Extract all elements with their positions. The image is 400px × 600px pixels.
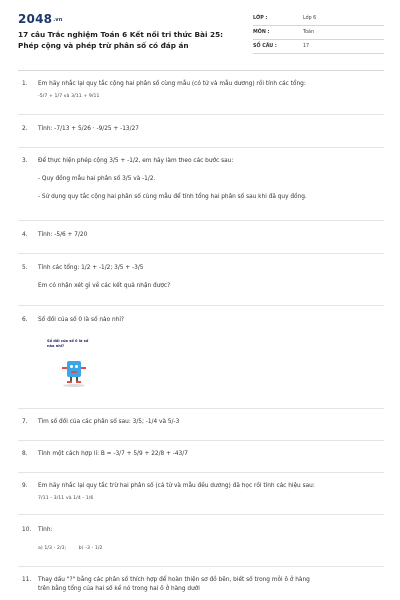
question-separator bbox=[18, 514, 384, 515]
question-separator bbox=[18, 472, 384, 473]
question-text: Tính các tổng: 1/2 + -1/2; 3/5 + -3/5 bbox=[38, 265, 144, 271]
question-number: 2. bbox=[22, 126, 28, 132]
document-title: 17 câu Trắc nghiệm Toán 6 Kết nối tri thức Bài 25: Phép cộng và phép trừ phân số có đáp án bbox=[18, 30, 224, 50]
question-number: 11. bbox=[22, 577, 32, 583]
question-text: Tính: -5/6 + 7/20 bbox=[38, 232, 88, 238]
question-number: 1. bbox=[22, 81, 28, 87]
question-text: Để thực hiện phép cộng 3/5 + -1/2, em hãy làm theo các bước sau: bbox=[38, 158, 234, 164]
question-separator bbox=[18, 114, 384, 115]
document-header bbox=[18, 12, 384, 68]
question-text: Em hãy nhắc lại quy tắc trừ hai phân số (cả tử và mẫu đều dương) đã học rồi tính các hiệu sau: bbox=[38, 483, 315, 489]
meta-value: 17 bbox=[303, 44, 310, 49]
robot-eye-icon bbox=[70, 365, 73, 368]
site-logo[interactable] bbox=[18, 12, 63, 26]
robot-eye-icon bbox=[75, 365, 78, 368]
question-separator bbox=[18, 305, 384, 306]
question-step: - Sử dụng quy tắc cộng hai phân số cùng mẫu để tính tổng hai phân số sau khi đã quy đồng. bbox=[38, 194, 307, 200]
question-text: Tìm số đối của các phân số sau: 3/5; -1/4 và 5/-3 bbox=[38, 419, 180, 425]
meta-key: LỚP : bbox=[253, 16, 268, 21]
question-math: 7/11 - 3/11 và 1/4 - 1/6 bbox=[38, 496, 94, 501]
question-parts: a) 1/3 - 2/3; b) -3 - 1/2 bbox=[38, 546, 103, 551]
logo-suffix: .vn bbox=[53, 16, 63, 23]
question-number: 4. bbox=[22, 232, 28, 238]
meta-key: MÔN : bbox=[253, 30, 270, 35]
question-number: 10. bbox=[22, 527, 32, 533]
question-math: -5/7 + 1/7 và 3/11 + 9/11 bbox=[38, 94, 100, 99]
question-separator bbox=[18, 147, 384, 148]
question-text: Số đối của số 0 là số nào nhỉ? bbox=[38, 317, 125, 323]
meta-key: SỐ CÂU : bbox=[253, 44, 277, 49]
robot-foot-icon bbox=[76, 381, 81, 383]
robot-shadow bbox=[63, 384, 85, 387]
question-text: Tính: bbox=[38, 527, 53, 533]
question-number: 3. bbox=[22, 158, 28, 164]
question-number: 6. bbox=[22, 317, 28, 323]
meta-value: Toán bbox=[303, 30, 315, 35]
question-6-illustration bbox=[45, 337, 101, 395]
robot-icon bbox=[67, 361, 81, 377]
meta-row-count bbox=[253, 40, 384, 54]
question-number: 8. bbox=[22, 451, 28, 457]
question-separator bbox=[18, 408, 384, 409]
robot-mouth-icon bbox=[71, 371, 77, 373]
question-number: 5. bbox=[22, 265, 28, 271]
question-separator bbox=[18, 253, 384, 254]
header-divider bbox=[18, 70, 384, 71]
question-text: Em hãy nhắc lại quy tắc cộng hai phân số cùng mẫu (có tử và mẫu dương) rồi tính các tổng: bbox=[38, 81, 306, 87]
question-followup: Em có nhận xét gì về các kết quả nhận được? bbox=[38, 283, 171, 289]
question-text: Thay dấu "?" bằng các phân số thích hợp để hoàn thiện sơ đồ bên, biết số trong mỗi ô ở hàng bbox=[38, 577, 310, 583]
question-number: 7. bbox=[22, 419, 28, 425]
question-separator bbox=[18, 220, 384, 221]
question-step: - Quy đồng mẫu hai phân số 3/5 và -1/2. bbox=[38, 176, 156, 182]
meta-row-subject bbox=[253, 26, 384, 40]
meta-table bbox=[253, 12, 384, 54]
robot-arm-icon bbox=[62, 367, 67, 369]
robot-arm-icon bbox=[81, 367, 86, 369]
robot-foot-icon bbox=[67, 381, 72, 383]
question-text-continued: trên bằng tổng của hai số kề nó trong hai ô ở hàng dưới bbox=[38, 586, 200, 592]
meta-row-class bbox=[253, 12, 384, 26]
logo-text: 2048 bbox=[18, 12, 53, 26]
question-separator bbox=[18, 566, 384, 567]
question-separator bbox=[18, 440, 384, 441]
question-number: 9. bbox=[22, 483, 28, 489]
question-text: Tính một cách hợp lí: B = -3/7 + 5/9 + 22/8 + -43/7 bbox=[38, 451, 188, 457]
question-text: Tính: -7/13 + 5/26 · -9/25 + -13/27 bbox=[38, 126, 139, 132]
meta-value: Lớp 6 bbox=[303, 16, 317, 21]
illustration-caption: Số đối của số 0 là số nào nhỉ? bbox=[47, 339, 89, 348]
